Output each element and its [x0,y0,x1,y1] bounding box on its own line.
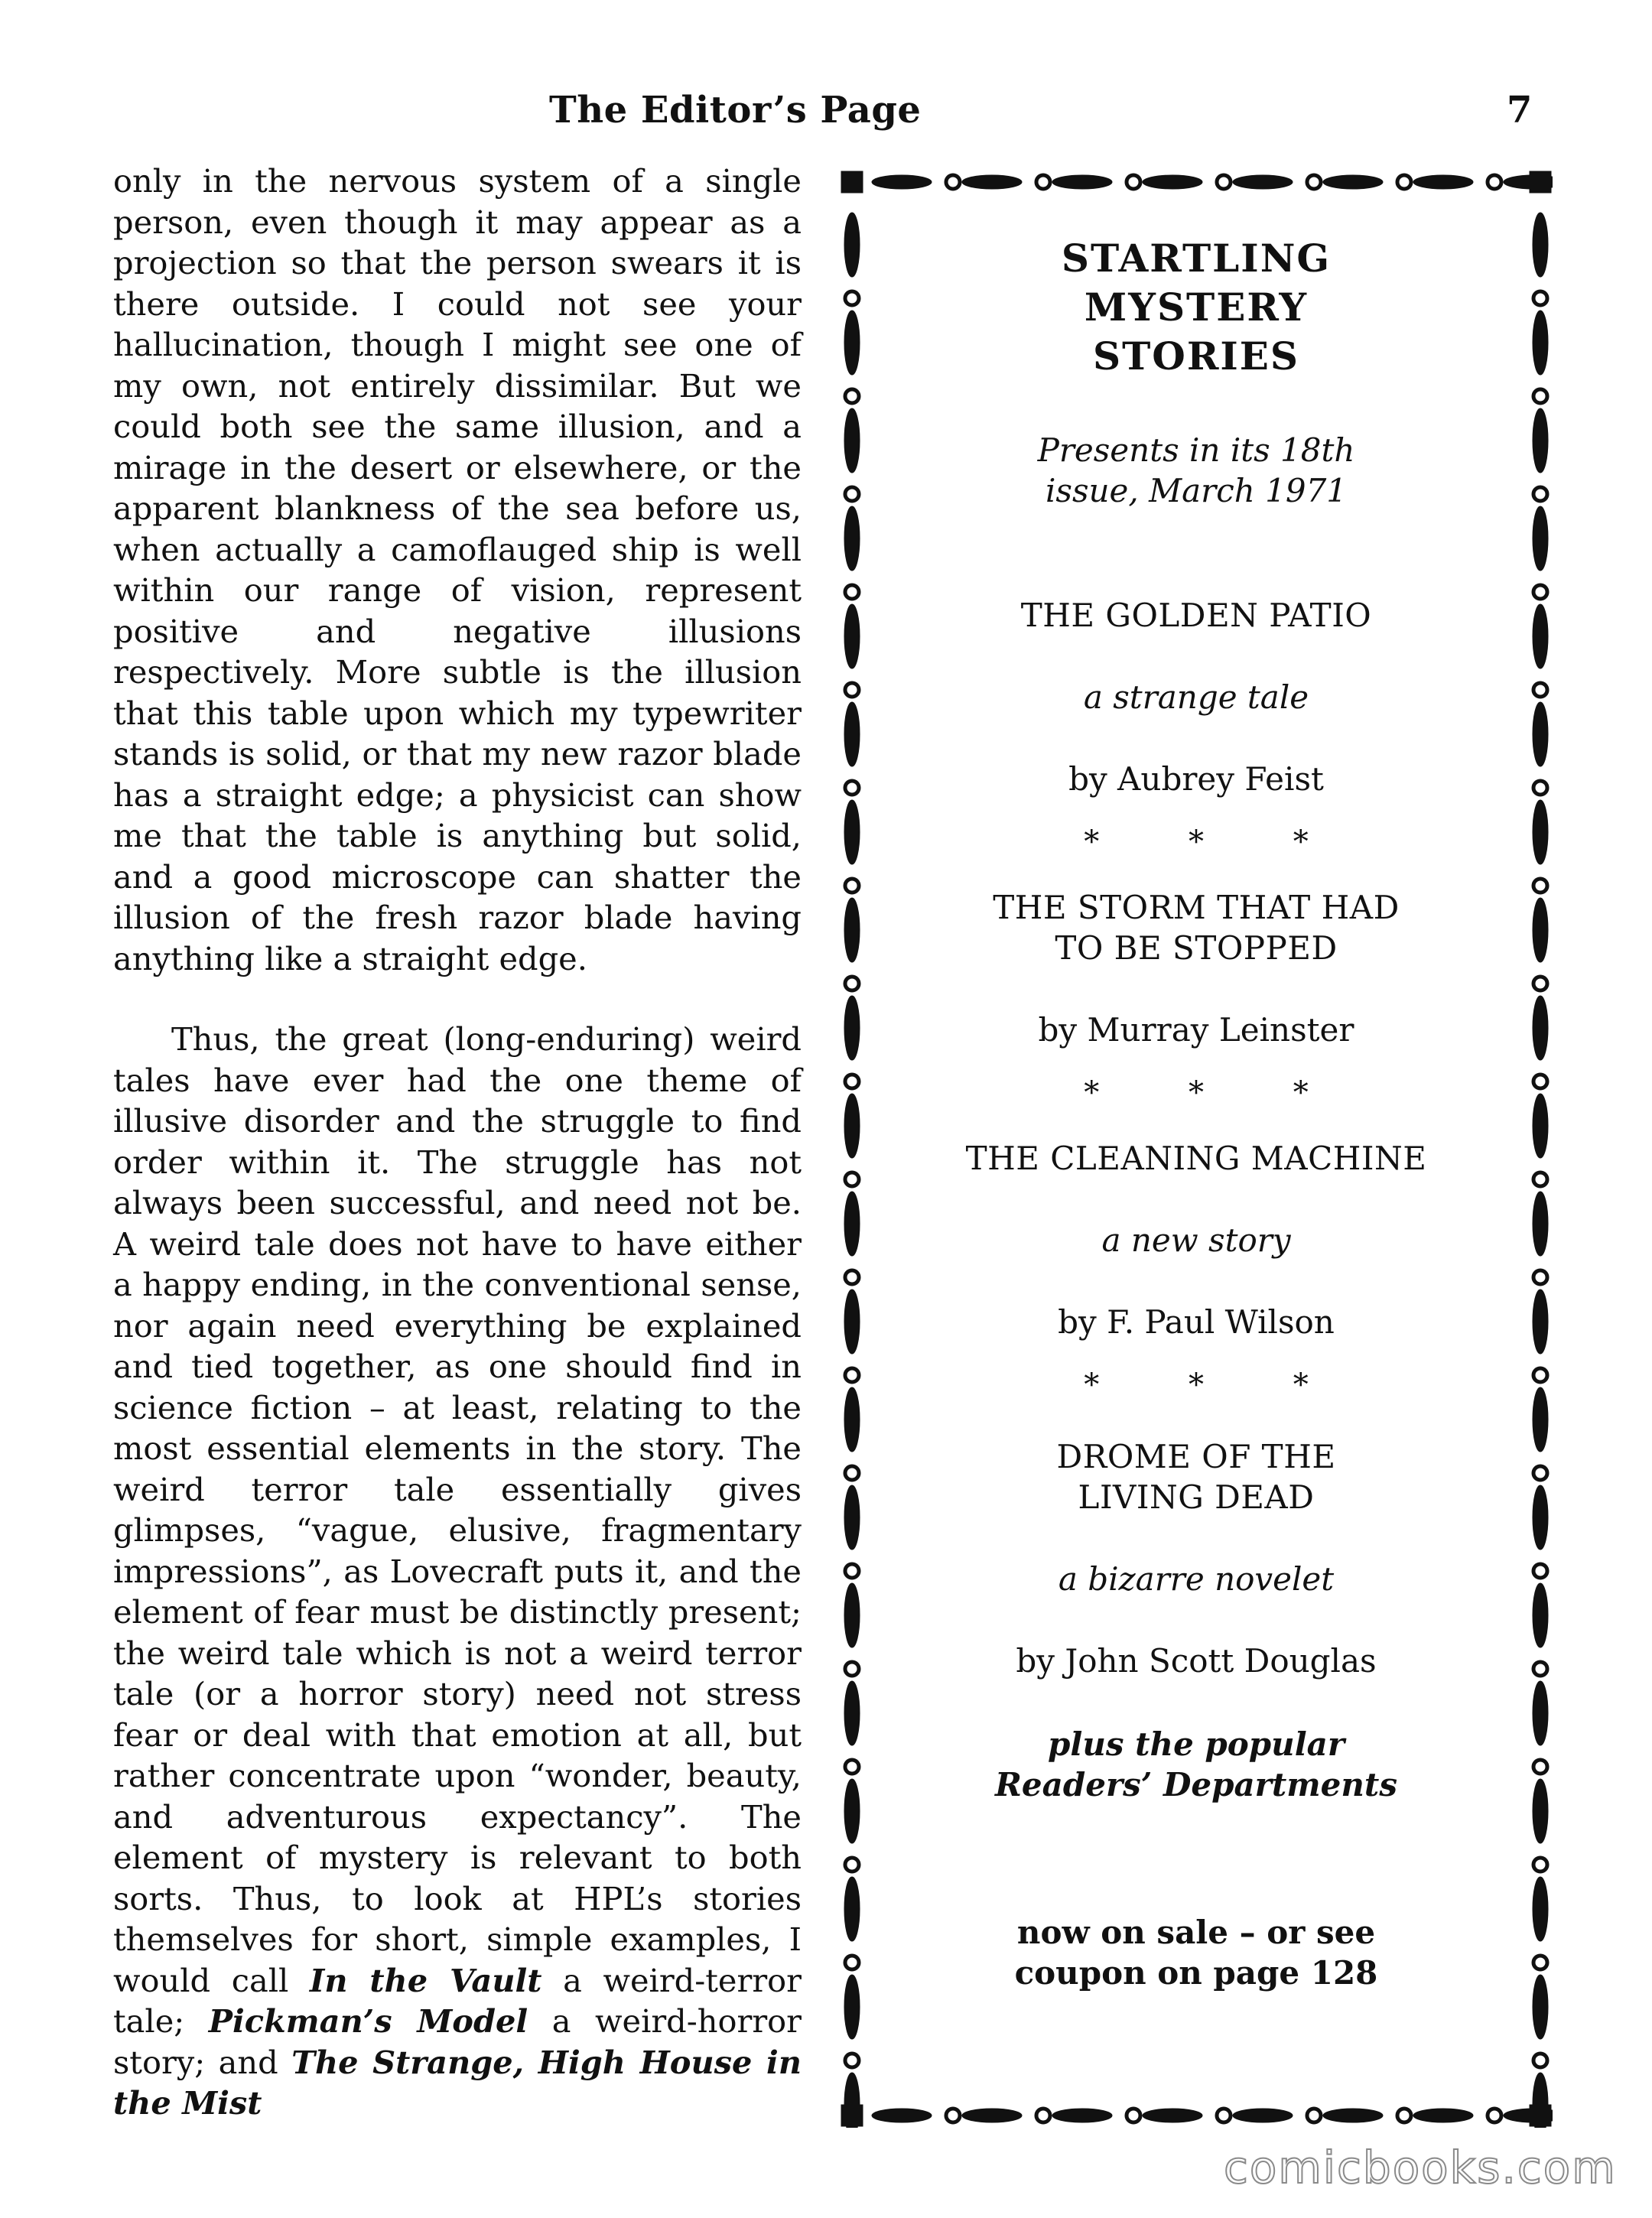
border-ornament [1533,2054,1547,2067]
border-ornament [1323,2109,1383,2122]
extra-line-1: plus the popular [1048,1725,1345,1763]
border-ornament [946,175,960,189]
border-ornament [962,175,1022,189]
border-ornament [1533,1975,1548,2039]
border-ornament [845,781,859,795]
border-ornament [844,1485,860,1550]
border-ornament [844,1681,860,1745]
readers-departments-note [886,1724,1507,1805]
border-ornament [1533,1172,1547,1186]
border-ornament [844,702,860,766]
border-ornament [845,1564,859,1578]
border-ornament [844,1192,860,1256]
editorial-paragraph-2 [113,1019,802,2124]
border-ornament [1397,175,1411,189]
border-ornament [872,175,932,189]
border-ornament [1307,175,1321,189]
border-ornament [845,2054,859,2067]
story-title-line: DROME OF THE [1056,1438,1336,1475]
border-ornament [1533,408,1548,473]
border-ornament [1533,1662,1547,1676]
story-title-strange-high-house: The Strange, High House in the Mist [113,2043,802,2122]
border-ornament [1233,2109,1293,2122]
magazine-title-line: STORIES [1092,333,1300,379]
border-ornament [1533,311,1548,375]
border-ornament [844,1779,860,1843]
border-ornament [841,171,863,193]
border-ornament [844,408,860,473]
border-ornament [1533,1192,1548,1256]
border-ornament [1533,1877,1548,1941]
border-ornament [1413,2109,1473,2122]
magazine-title-line: STARTLING [1061,236,1332,281]
border-ornament [962,2109,1022,2122]
border-ornament [1533,604,1548,668]
sale-notice [886,1912,1507,1993]
border-ornament [1533,683,1547,697]
border-ornament [946,2109,960,2122]
story-title-line: THE GOLDEN PATIO [1020,597,1372,634]
border-ornament [1052,175,1112,189]
border-ornament [1127,175,1140,189]
border-ornament [1533,781,1547,795]
story-author: by Murray Leinster [1038,1011,1354,1049]
border-ornament [1413,175,1473,189]
border-ornament [845,977,859,990]
border-ornament [1533,1485,1548,1550]
border-ornament [1036,175,1050,189]
border-ornament [1533,291,1547,305]
border-ornament [844,898,860,962]
border-ornament [1533,1289,1548,1354]
border-ornament [844,996,860,1060]
advertisement-content [886,234,1507,1993]
border-ornament [1533,1956,1547,1969]
border-ornament [1533,1858,1547,1872]
story-description: a new story [1101,1221,1291,1259]
editorial-paragraph-1: only in the nervous system of a single person, even though it may appear as a projection so that the person swears it is there outside. I could not see your hallucination, though I might see one of my own, not entirely dissimilar. But we could both see the same illusion, and a mirage in the desert or elsewhere, or the apparent blankness of the sea before us, when actually a camoflauged ship is well within our range of vision, represent positive and negative illusions respectively. More subtle is the illusion that this table upon which my typewriter stands is solid, or that my new razor blade has a straight edge; a physicist can show me that the table is anything but solid, and a good microscope can shatter the illusion of the fresh razor blade having anything like a straight edge. [113,162,802,977]
paragraph-2-between-2: a weird-horror story; and [113,2002,802,2081]
border-ornament [872,2109,932,2122]
border-ornament [1533,1681,1548,1745]
border-ornament [1036,2109,1050,2122]
border-ornament [1533,1387,1548,1452]
border-ornament [1533,1779,1548,1843]
border-ornament [845,879,859,893]
border-ornament [845,683,859,697]
border-ornament [1143,175,1202,189]
separator-stars: * * * [1084,824,1348,860]
page-number: 7 [1507,89,1533,132]
page-header [0,89,1652,150]
border-ornament [1533,996,1548,1060]
border-ornament [845,1172,859,1186]
issue-line-1: Presents in its 18th [1037,431,1355,469]
border-ornament [1217,2109,1231,2122]
border-ornament [1233,175,1293,189]
border-ornament [1052,2109,1112,2122]
editorial-column [113,161,802,2124]
border-ornament [841,2105,863,2126]
border-ornament [844,604,860,668]
border-ornament [844,800,860,864]
border-ornament [845,487,859,501]
border-ornament [844,1975,860,2039]
border-ornament [844,311,860,375]
border-ornament [1530,2105,1551,2126]
border-ornament [1533,879,1547,893]
paragraph-2-between-1: a weird-terror tale; [113,1961,802,2040]
border-ornament [845,1760,859,1774]
story-title-line: TO BE STOPPED [1055,929,1338,967]
border-ornament [844,213,860,277]
border-ornament [1533,1466,1547,1480]
border-ornament [1533,1583,1548,1647]
border-ornament [1533,898,1548,962]
story-title-line: THE STORM THAT HAD [993,889,1400,926]
border-ornament [1533,702,1548,766]
border-ornament [845,1662,859,1676]
border-ornament [1533,1760,1547,1774]
border-ornament [1530,171,1551,193]
border-ornament [845,1466,859,1480]
story-title-line: THE CLEANING MACHINE [965,1140,1427,1177]
border-ornament [1397,2109,1411,2122]
border-ornament [845,1075,859,1088]
story-title [886,1436,1507,1517]
border-ornament [1533,1075,1547,1088]
story-author: by John Scott Douglas [1016,1642,1377,1680]
extra-line-2: Readers’ Departments [995,1766,1397,1803]
magazine-title [886,234,1507,381]
border-ornament [1307,2109,1321,2122]
border-ornament [1533,1094,1548,1158]
story-title [886,887,1507,968]
issue-info [886,430,1507,511]
border-ornament [1533,213,1548,277]
border-ornament [1533,389,1547,403]
border-ornament [1143,2109,1202,2122]
border-ornament [1323,175,1383,189]
border-ornament [1533,977,1547,990]
border-ornament [1533,585,1547,599]
border-ornament [1533,487,1547,501]
border-ornament [1217,175,1231,189]
story-title [886,595,1507,636]
border-ornament [844,1094,860,1158]
border-ornament [844,1289,860,1354]
border-ornament [844,506,860,571]
story-title-in-the-vault: In the Vault [309,1961,542,1999]
border-ornament [844,1583,860,1647]
border-ornament [845,291,859,305]
border-ornament [845,1858,859,1872]
border-ornament [1533,1270,1547,1284]
border-ornament [845,1368,859,1382]
issue-line-2: issue, March 1971 [1045,472,1348,509]
story-description: a bizarre novelet [1058,1560,1335,1598]
story-description: a strange tale [1083,678,1309,716]
border-ornament [1127,2109,1140,2122]
border-ornament [844,1387,860,1452]
story-title-line: LIVING DEAD [1078,1478,1315,1516]
border-ornament [1533,506,1548,571]
paragraph-2-text: Thus, the great (long-enduring) weird tales have ever had the one theme of illusive disorder and the struggle to find order within it. The struggle has not always been successful, and need not be. A weird tale does not have to have either a happy ending, in the conventional sense, nor again need everything be explained and tied together, as one should find in science fiction – at least, relating to the most essential elements in the story. The weird terror tale essentially gives glimpses, “vague, elusive, fragmentary impressions”, as Lovecraft puts it, and the element of fear must be distinctly present; the weird tale which is not a weird terror tale (or a horror story) need not stress fear or deal with that emotion at all, but rather concentrate upon “wonder, beauty, and adventurous expectancy”. The element of mystery is relevant to both sorts. Thus, to look at HPL’s stories themselves for short, simple examples, I would call [113,1020,802,1999]
border-ornament [1533,1564,1547,1578]
story-author: by F. Paul Wilson [1058,1303,1335,1341]
story-title-pickmans-model: Pickman’s Model [208,2002,528,2040]
border-ornament [845,389,859,403]
border-ornament [845,1956,859,1969]
story-author: by Aubrey Feist [1068,760,1324,798]
border-ornament [845,585,859,599]
magazine-title-line: MYSTERY [1084,285,1309,330]
separator-stars: * * * [1084,1368,1348,1403]
sale-line-1: now on sale – or see [1016,1914,1376,1951]
story-title [886,1138,1507,1179]
border-ornament [1533,1368,1547,1382]
border-ornament [844,1877,860,1941]
border-ornament [845,1270,859,1284]
border-ornament [1488,2109,1501,2122]
magazine-advertisement-box [840,170,1553,2128]
separator-stars: * * * [1084,1075,1348,1111]
watermark-logo: comicbooks.com [1224,2142,1617,2194]
sale-line-2: coupon on page 128 [1014,1954,1378,1992]
border-ornament [1488,175,1501,189]
border-ornament [1533,800,1548,864]
page-title: The Editor’s Page [549,89,922,132]
